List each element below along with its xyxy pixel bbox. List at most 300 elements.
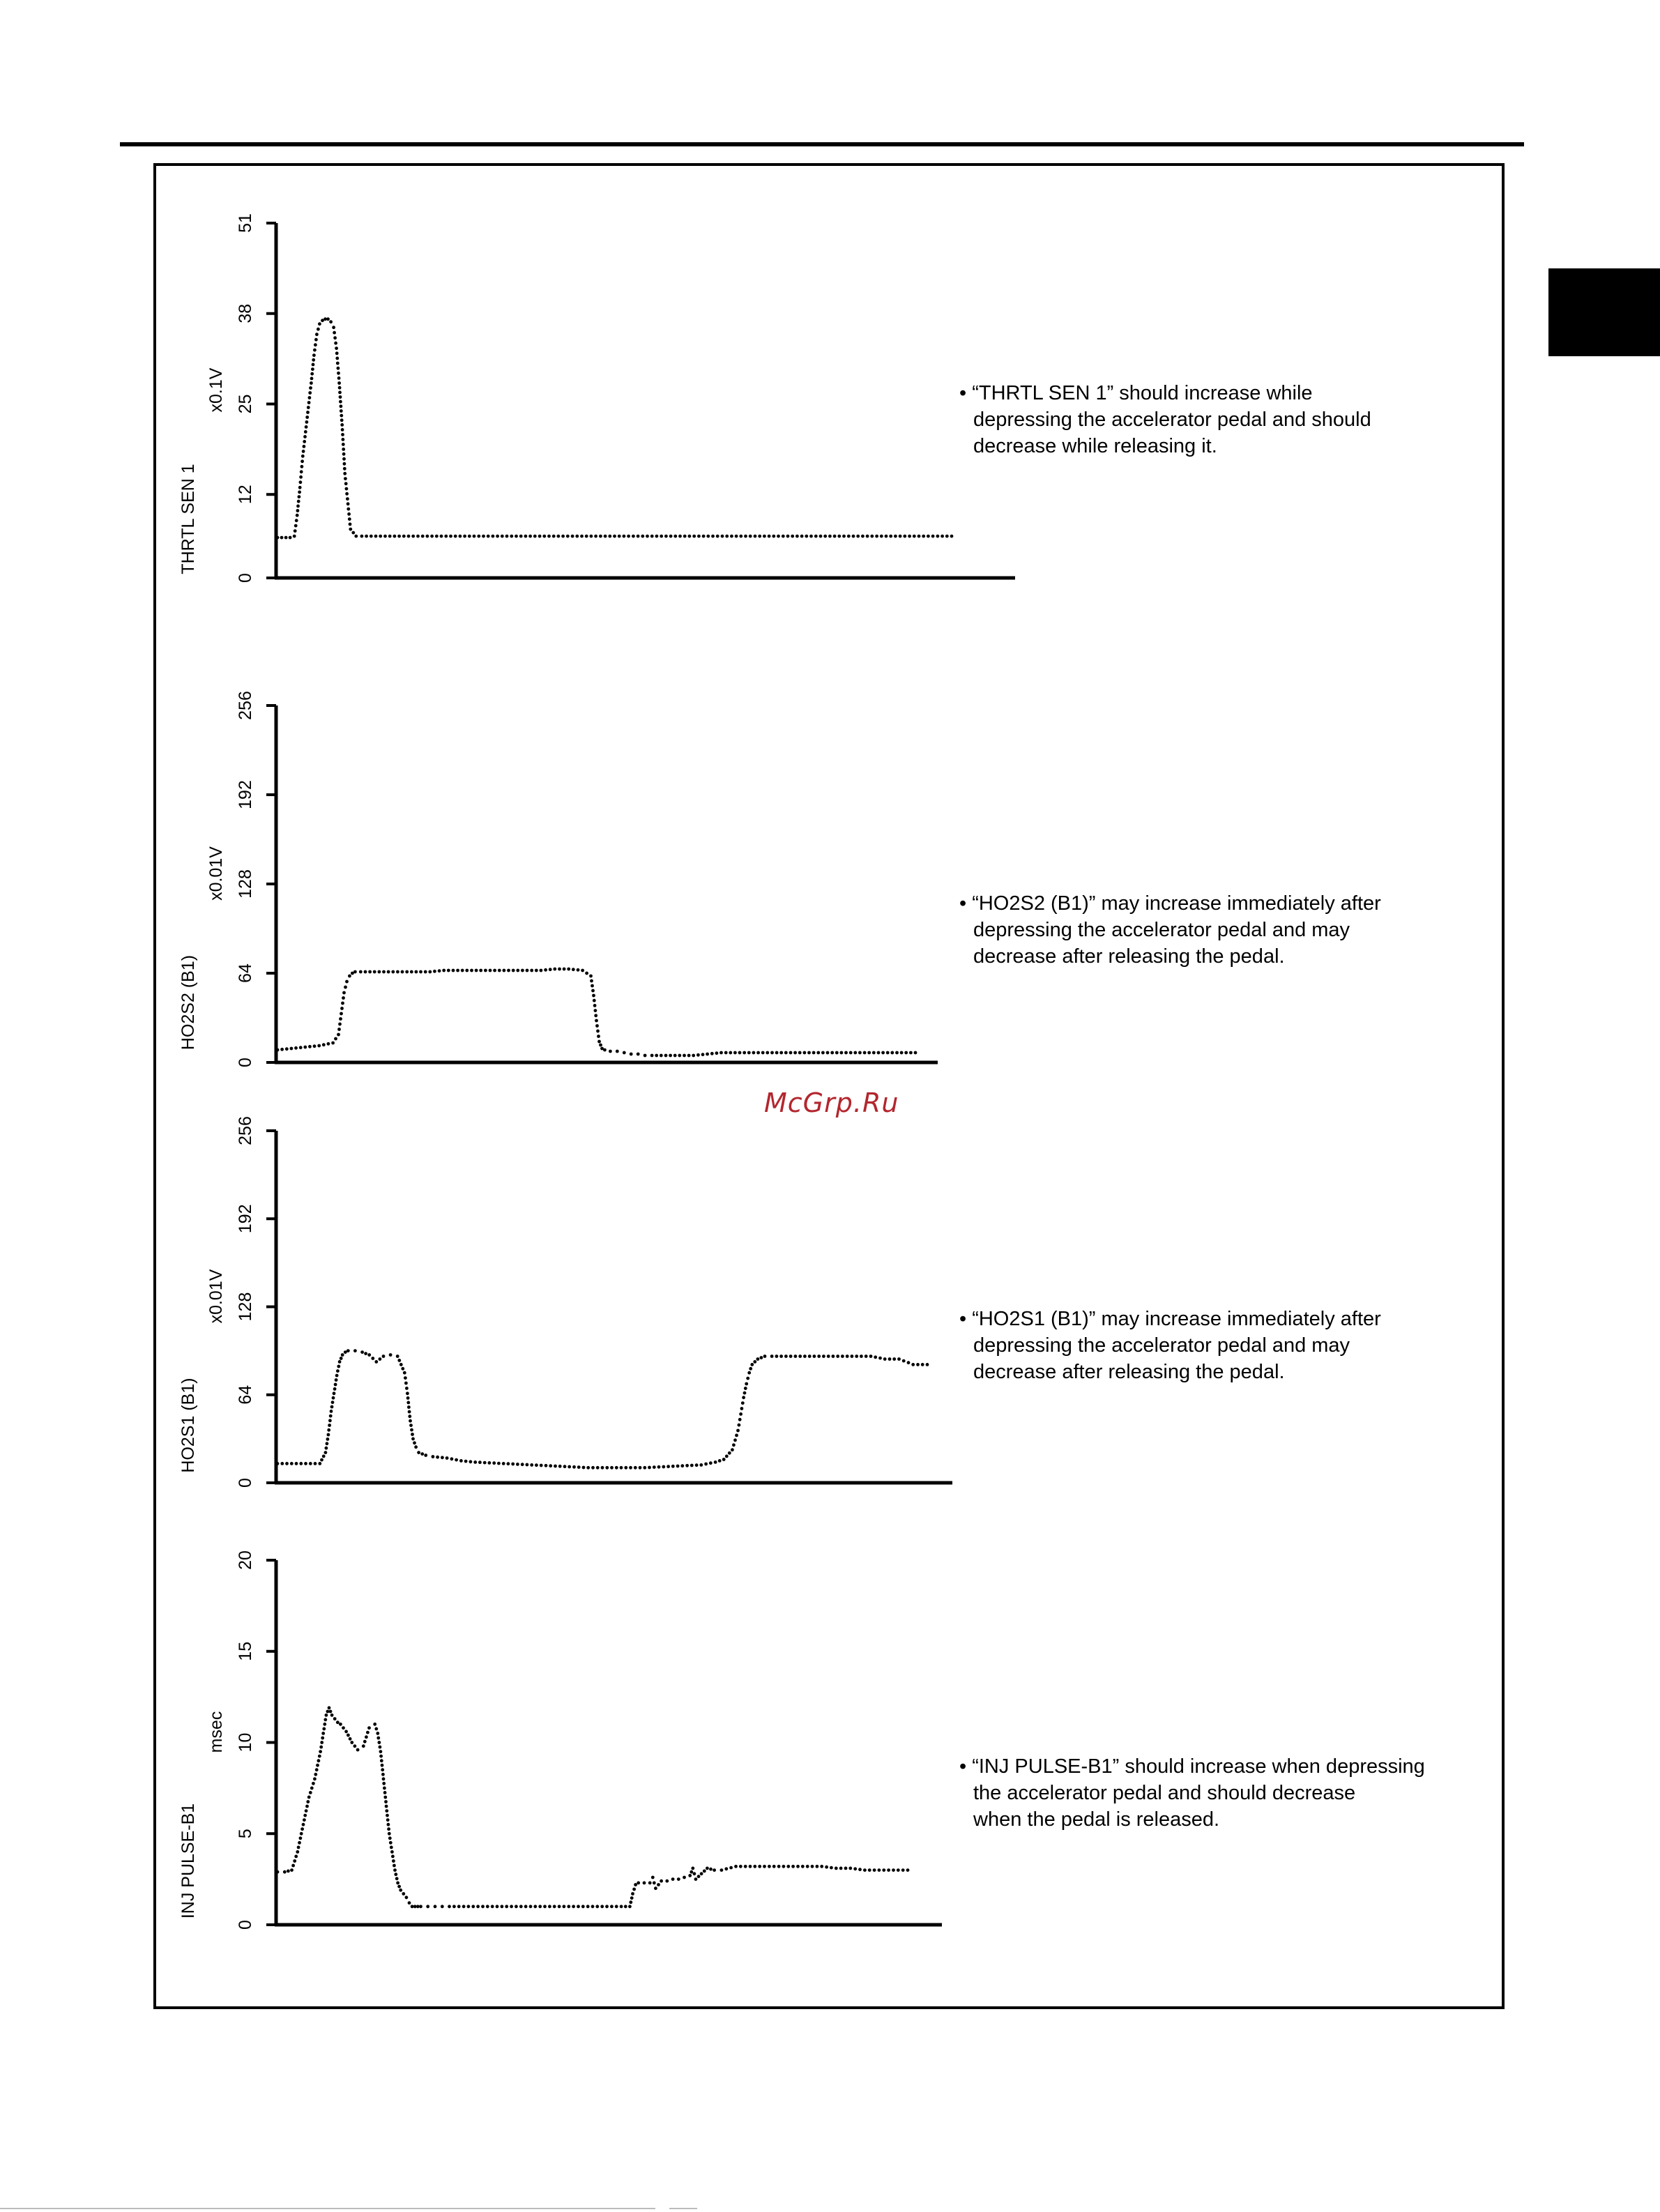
data-point: [553, 968, 556, 971]
data-point: [366, 1731, 370, 1734]
data-point: [379, 1746, 382, 1749]
data-point: [791, 1865, 795, 1868]
watermark-text: McGrp.Ru: [764, 1088, 899, 1118]
y-tick-label: 0: [236, 1058, 255, 1067]
data-point: [346, 497, 349, 501]
data-point: [276, 1462, 280, 1465]
data-point: [725, 535, 729, 538]
data-point: [803, 1051, 807, 1055]
data-point: [603, 1048, 607, 1052]
y-tick-label: 51: [236, 213, 255, 233]
data-point: [300, 459, 304, 463]
series-dots: [276, 1349, 929, 1470]
data-point: [465, 969, 469, 972]
y-tick-label: 38: [236, 303, 255, 323]
data-point: [901, 1868, 905, 1872]
data-point: [316, 1764, 319, 1767]
data-point: [697, 1875, 701, 1878]
data-point: [540, 1464, 543, 1467]
data-point: [498, 969, 501, 972]
data-point: [347, 512, 351, 516]
y-tick-label: 192: [236, 780, 255, 809]
data-point: [364, 1352, 367, 1355]
note-line: when the pedal is released.: [973, 1808, 1220, 1831]
data-point: [597, 1035, 600, 1038]
data-point: [844, 1051, 848, 1055]
data-point: [839, 1867, 843, 1870]
data-point: [303, 435, 307, 438]
y-tick-label: 15: [236, 1641, 255, 1661]
data-point: [671, 1465, 675, 1468]
data-point: [858, 1868, 862, 1871]
data-point: [291, 1864, 295, 1868]
data-point: [867, 1051, 871, 1055]
data-point: [434, 1905, 437, 1908]
data-point: [547, 535, 551, 538]
data-point: [739, 1865, 743, 1868]
data-point: [343, 472, 347, 475]
data-point: [301, 455, 305, 458]
data-point: [345, 980, 349, 984]
y-tick-label: 64: [236, 1385, 255, 1405]
data-point: [341, 1002, 344, 1005]
data-point: [842, 535, 846, 538]
data-point: [830, 1051, 834, 1055]
data-point: [863, 1868, 867, 1872]
data-point: [870, 535, 874, 538]
data-point: [703, 1870, 706, 1873]
data-point: [706, 1053, 709, 1056]
data-point: [856, 535, 860, 538]
data-point: [702, 535, 706, 538]
data-point: [296, 505, 300, 508]
data-point: [887, 1868, 890, 1872]
data-point: [756, 1357, 760, 1361]
data-point: [401, 1367, 404, 1371]
note-line: the accelerator pedal and should decrease: [973, 1782, 1356, 1804]
data-point: [349, 528, 352, 531]
data-point: [775, 1355, 779, 1358]
data-point: [731, 1448, 734, 1451]
data-point: [385, 1805, 388, 1808]
data-point: [353, 970, 357, 974]
data-point: [772, 1865, 776, 1868]
data-point: [298, 486, 302, 489]
data-point: [317, 1759, 321, 1762]
data-point: [276, 1870, 280, 1874]
data-point: [719, 1051, 723, 1055]
data-point: [362, 1744, 365, 1748]
data-point: [373, 1723, 376, 1726]
data-point: [615, 1905, 618, 1908]
data-point: [327, 1428, 330, 1432]
chart-1: [178, 213, 1015, 583]
data-point: [387, 970, 390, 974]
data-point: [734, 1865, 738, 1868]
data-point: [310, 381, 313, 385]
data-point: [339, 400, 342, 404]
data-point: [706, 1867, 709, 1870]
data-point: [654, 1886, 657, 1890]
data-point: [639, 1466, 642, 1470]
data-point: [848, 1867, 852, 1870]
chart-4: [178, 1550, 942, 1930]
data-point: [721, 535, 724, 538]
data-point: [791, 535, 794, 538]
data-point: [308, 396, 312, 399]
data-point: [302, 1823, 305, 1826]
data-point: [709, 1461, 713, 1465]
data-point: [600, 1905, 604, 1908]
data-point: [385, 1809, 388, 1813]
data-point: [428, 970, 432, 974]
data-point: [722, 1458, 726, 1461]
data-point: [349, 1737, 352, 1741]
data-point: [440, 535, 443, 538]
data-point: [405, 1387, 409, 1390]
data-point: [365, 1735, 368, 1739]
data-point: [382, 1777, 386, 1780]
data-point: [450, 1457, 454, 1460]
data-point: [456, 969, 459, 972]
data-point: [683, 535, 687, 538]
data-point: [333, 1717, 337, 1721]
data-point: [529, 1905, 533, 1908]
data-point: [535, 969, 538, 972]
data-point: [803, 1355, 807, 1358]
data-point: [648, 1882, 652, 1885]
data-point: [733, 1438, 737, 1442]
data-point: [297, 500, 300, 503]
data-point: [651, 1876, 655, 1879]
data-point: [664, 535, 668, 538]
data-point: [457, 1905, 461, 1908]
data-point: [620, 1466, 623, 1470]
data-point: [312, 1782, 315, 1785]
data-point: [877, 1051, 881, 1055]
data-point: [446, 1456, 449, 1460]
y-tick-label: 0: [236, 1920, 255, 1930]
data-point: [295, 519, 298, 522]
data-point: [644, 1054, 647, 1058]
data-point: [858, 1051, 862, 1055]
data-point: [299, 480, 303, 484]
bottom-rule: [0, 2208, 655, 2209]
data-point: [825, 1866, 828, 1869]
data-point: [486, 1905, 489, 1908]
data-point: [903, 535, 906, 538]
data-point: [407, 535, 411, 538]
data-point: [340, 423, 344, 427]
data-point: [338, 391, 342, 395]
data-point: [309, 1791, 312, 1794]
data-point: [545, 1464, 548, 1467]
data-point: [526, 969, 529, 972]
data-point: [426, 535, 429, 538]
data-point: [300, 1827, 304, 1831]
data-point: [399, 1363, 403, 1366]
data-point: [314, 343, 317, 346]
data-point: [285, 1462, 289, 1465]
data-point: [866, 535, 869, 538]
data-point: [763, 1355, 767, 1358]
data-point: [411, 1433, 414, 1436]
data-point: [673, 535, 677, 538]
data-point: [795, 535, 799, 538]
data-point: [313, 1044, 317, 1048]
data-point: [483, 1461, 487, 1465]
y-axis-unit: x0.01V: [206, 846, 226, 901]
data-point: [312, 358, 315, 362]
data-point: [339, 1017, 342, 1021]
data-point: [634, 1883, 637, 1886]
data-point: [340, 1007, 344, 1010]
data-point: [305, 425, 308, 429]
data-point: [519, 535, 523, 538]
data-point: [280, 536, 284, 540]
data-point: [908, 535, 911, 538]
data-point: [433, 970, 436, 973]
data-point: [883, 1357, 887, 1361]
data-point: [404, 1382, 408, 1385]
data-point: [840, 1051, 844, 1055]
data-point: [344, 1730, 348, 1733]
data-point: [752, 1051, 756, 1055]
data-point: [794, 1355, 798, 1358]
data-point: [337, 376, 341, 380]
data-point: [662, 1465, 665, 1469]
data-point: [828, 535, 832, 538]
data-point: [927, 535, 930, 538]
data-point: [563, 968, 566, 971]
data-point: [685, 1464, 689, 1467]
data-point: [724, 1051, 728, 1055]
data-point: [459, 535, 462, 538]
data-point: [852, 535, 855, 538]
data-point: [820, 1865, 823, 1868]
data-point: [351, 531, 355, 535]
data-point: [511, 1463, 515, 1466]
data-point: [335, 1374, 339, 1378]
data-point: [749, 1367, 752, 1371]
data-point: [348, 517, 351, 521]
data-point: [548, 1905, 551, 1908]
data-point: [348, 975, 351, 978]
data-point: [487, 535, 490, 538]
data-point: [592, 994, 595, 998]
data-point: [911, 1363, 915, 1366]
data-point: [340, 418, 344, 422]
data-point: [563, 1465, 567, 1468]
data-point: [491, 1905, 494, 1908]
data-point: [632, 1888, 636, 1891]
data-point: [516, 1463, 519, 1466]
data-point: [303, 1818, 306, 1822]
data-point: [875, 535, 878, 538]
data-point: [744, 1865, 747, 1868]
data-point: [302, 450, 305, 453]
data-point: [510, 535, 513, 538]
data-point: [276, 1048, 280, 1052]
data-point: [558, 968, 561, 971]
data-point: [330, 1714, 334, 1717]
data-point: [391, 970, 395, 974]
data-point: [368, 970, 372, 974]
data-point: [676, 1465, 680, 1468]
data-point: [341, 428, 344, 432]
data-point: [749, 1865, 752, 1868]
data-point: [336, 362, 340, 365]
data-point: [383, 535, 387, 538]
data-point: [899, 535, 902, 538]
data-point: [463, 535, 466, 538]
data-point: [347, 1734, 350, 1737]
data-point: [353, 1349, 357, 1352]
data-point: [900, 1051, 904, 1055]
data-point: [798, 1355, 802, 1358]
data-point: [725, 1455, 729, 1458]
data-point: [885, 535, 888, 538]
data-point: [478, 1460, 482, 1464]
data-point: [378, 970, 381, 974]
data-point: [782, 1865, 786, 1868]
data-point: [470, 969, 473, 972]
data-point: [777, 535, 780, 538]
data-point: [310, 377, 314, 381]
data-point: [408, 1901, 411, 1905]
data-point: [371, 1357, 374, 1360]
data-point: [360, 535, 364, 538]
data-point: [873, 1868, 876, 1872]
note-line: depressing the accelerator pedal and may: [973, 1334, 1350, 1357]
data-point: [904, 1051, 908, 1055]
data-point: [416, 535, 420, 538]
data-point: [488, 1461, 492, 1465]
data-point: [386, 1814, 389, 1817]
data-point: [391, 1855, 395, 1859]
data-point: [806, 1865, 809, 1868]
data-point: [597, 1040, 601, 1044]
data-point: [673, 1054, 677, 1058]
data-point: [420, 1452, 424, 1456]
y-tick-label: 128: [236, 1292, 255, 1322]
data-point: [419, 1905, 422, 1908]
data-point: [809, 535, 813, 538]
data-point: [742, 1396, 745, 1399]
data-point: [353, 1744, 357, 1748]
y-tick-label: 25: [236, 394, 255, 414]
data-point: [356, 1748, 360, 1752]
data-point: [713, 1868, 716, 1872]
data-point: [833, 535, 837, 538]
data-point: [836, 1355, 839, 1358]
data-point: [591, 984, 594, 988]
data-point: [306, 411, 310, 414]
data-point: [340, 1012, 343, 1016]
data-point: [338, 386, 342, 390]
data-point: [743, 1051, 746, 1055]
y-tick-label: 0: [236, 1478, 255, 1488]
data-point: [417, 1451, 420, 1454]
data-point: [380, 1759, 383, 1762]
data-point: [331, 1042, 335, 1045]
data-point: [442, 969, 446, 972]
data-point: [775, 1051, 779, 1055]
data-point: [374, 535, 378, 538]
data-point: [521, 969, 524, 972]
data-point: [687, 1054, 691, 1058]
data-point: [326, 1442, 329, 1445]
data-point: [419, 970, 422, 974]
data-point: [329, 320, 333, 323]
data-point: [335, 357, 339, 360]
data-point: [746, 1377, 749, 1380]
data-point: [438, 969, 441, 972]
data-point: [347, 1349, 350, 1352]
data-point: [339, 1723, 342, 1726]
data-point: [688, 535, 692, 538]
data-point: [680, 1464, 684, 1467]
data-point: [344, 477, 347, 480]
data-point: [430, 535, 434, 538]
data-point: [740, 1407, 744, 1410]
data-point: [865, 1355, 868, 1358]
data-point: [609, 1050, 612, 1053]
data-point: [596, 1466, 600, 1470]
data-point: [572, 1465, 576, 1469]
data-point: [305, 1805, 309, 1808]
data-point: [650, 1054, 654, 1058]
y-tick-label: 0: [236, 573, 255, 583]
data-point: [337, 1033, 340, 1037]
data-point: [326, 317, 330, 321]
data-point: [618, 535, 621, 538]
y-axis-label: THRTL SEN 1: [178, 464, 198, 574]
data-point: [881, 1051, 885, 1055]
data-point: [913, 535, 916, 538]
data-point: [383, 1791, 387, 1794]
data-point: [337, 381, 341, 385]
data-point: [553, 1905, 556, 1908]
data-point: [342, 457, 346, 461]
chart-3: [178, 1116, 952, 1488]
note-line: depressing the accelerator pedal and may: [973, 919, 1350, 941]
data-point: [753, 1360, 756, 1364]
data-point: [892, 1357, 896, 1361]
data-point: [421, 535, 425, 538]
data-point: [610, 1466, 614, 1470]
data-point: [855, 1355, 858, 1358]
data-point: [922, 535, 925, 538]
data-point: [835, 1051, 839, 1055]
y-tick-label: 12: [236, 485, 255, 505]
data-point: [691, 1867, 694, 1870]
data-point: [315, 1768, 319, 1771]
data-point: [402, 1892, 405, 1896]
data-point: [338, 1360, 342, 1364]
data-point: [503, 969, 506, 972]
data-point: [305, 1809, 308, 1813]
data-point: [314, 1462, 317, 1465]
data-point: [738, 1424, 741, 1427]
data-point: [630, 1053, 633, 1056]
data-point: [293, 1859, 296, 1863]
data-point: [395, 1877, 399, 1880]
data-point: [397, 535, 401, 538]
data-point: [744, 535, 747, 538]
data-point: [334, 342, 337, 345]
data-point: [335, 346, 338, 350]
